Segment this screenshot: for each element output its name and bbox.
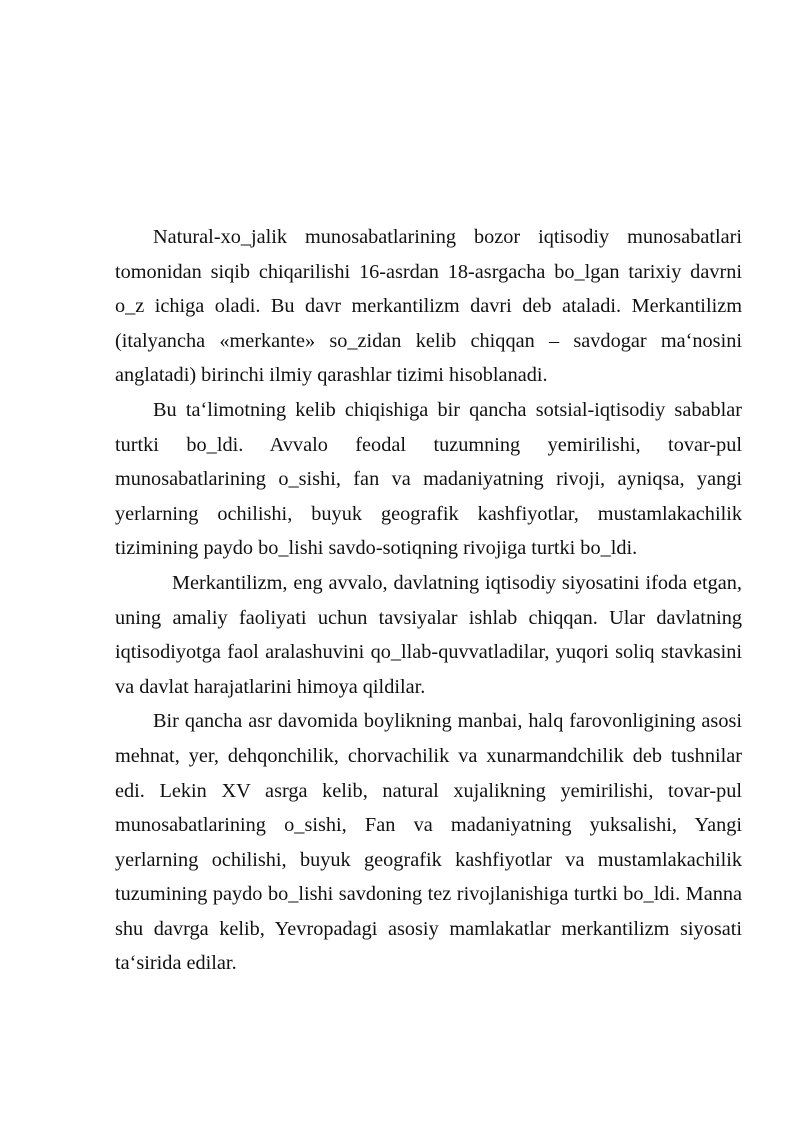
paragraph-origins: Bu ta‘limotning kelib chiqishiga bir qancha sotsial-iqtisodiy sabablar turtki bo_ldi. Avvalo feodal tuzumning yemirilishi, tovar-pul munosabatlarining o_sishi, fan va madaniyatning rivoji, ayniqsa, yangi yerlarning ochilishi, buyuk geografik kashfiyotlar, mustamlakachilik tizimining paydo bo_lishi savdo-sotiqning rivojiga turtki bo_ldi. [115,398,742,560]
paragraph-state-policy: Merkantilizm, eng avvalo, davlatning iqtisodiy siyosatini ifoda etgan, uning amaliy faoliyati uchun tavsiyalar ishlab chiqqan. Ular davlatning iqtisodiyotga faol aralashuvini qo_llab-quvvatladilar, yuqori soliq stavkasini va davlat harajatlarini himoya qildilar. [115,571,742,698]
document-body [115,220,742,981]
paragraph-wealth-sources: Bir qancha asr davomida boylikning manbai, halq farovonligining asosi mehnat, yer, dehqonchilik, chorvachilik va xunarmandchilik deb tushnilar edi. Lekin XV asrga kelib, natural xujalikning yemirilishi, tovar-pul munosabatlarining o_sishi, Fan va madaniyatning yuksalishi, Yangi yerlarning ochilishi, buyuk geografik kashfiyotlar va mustamlakachilik tuzumining paydo bo_lishi savdoning tez rivojlanishiga turtki bo_ldi. Manna shu davrga kelib, Yevropadagi asosiy mamlakatlar merkantilizm siyosati ta‘sirida edilar. [115,710,742,975]
paragraph-merkantilizm-intro: Natural-xo_jalik munosabatlarining bozor iqtisodiy munosabatlari tomonidan siqib chiqarilishi 16-asrdan 18-asrgacha bo_lgan tarixiy davrni o_z ichiga oladi. Bu davr merkantilizm davri deb ataladi. Merkantilizm (italyancha «merkante» so_zidan kelib chiqqan – savdogar ma‘nosini anglatadi) birinchi ilmiy qarashlar tizimi hisoblanadi. [115,226,742,387]
